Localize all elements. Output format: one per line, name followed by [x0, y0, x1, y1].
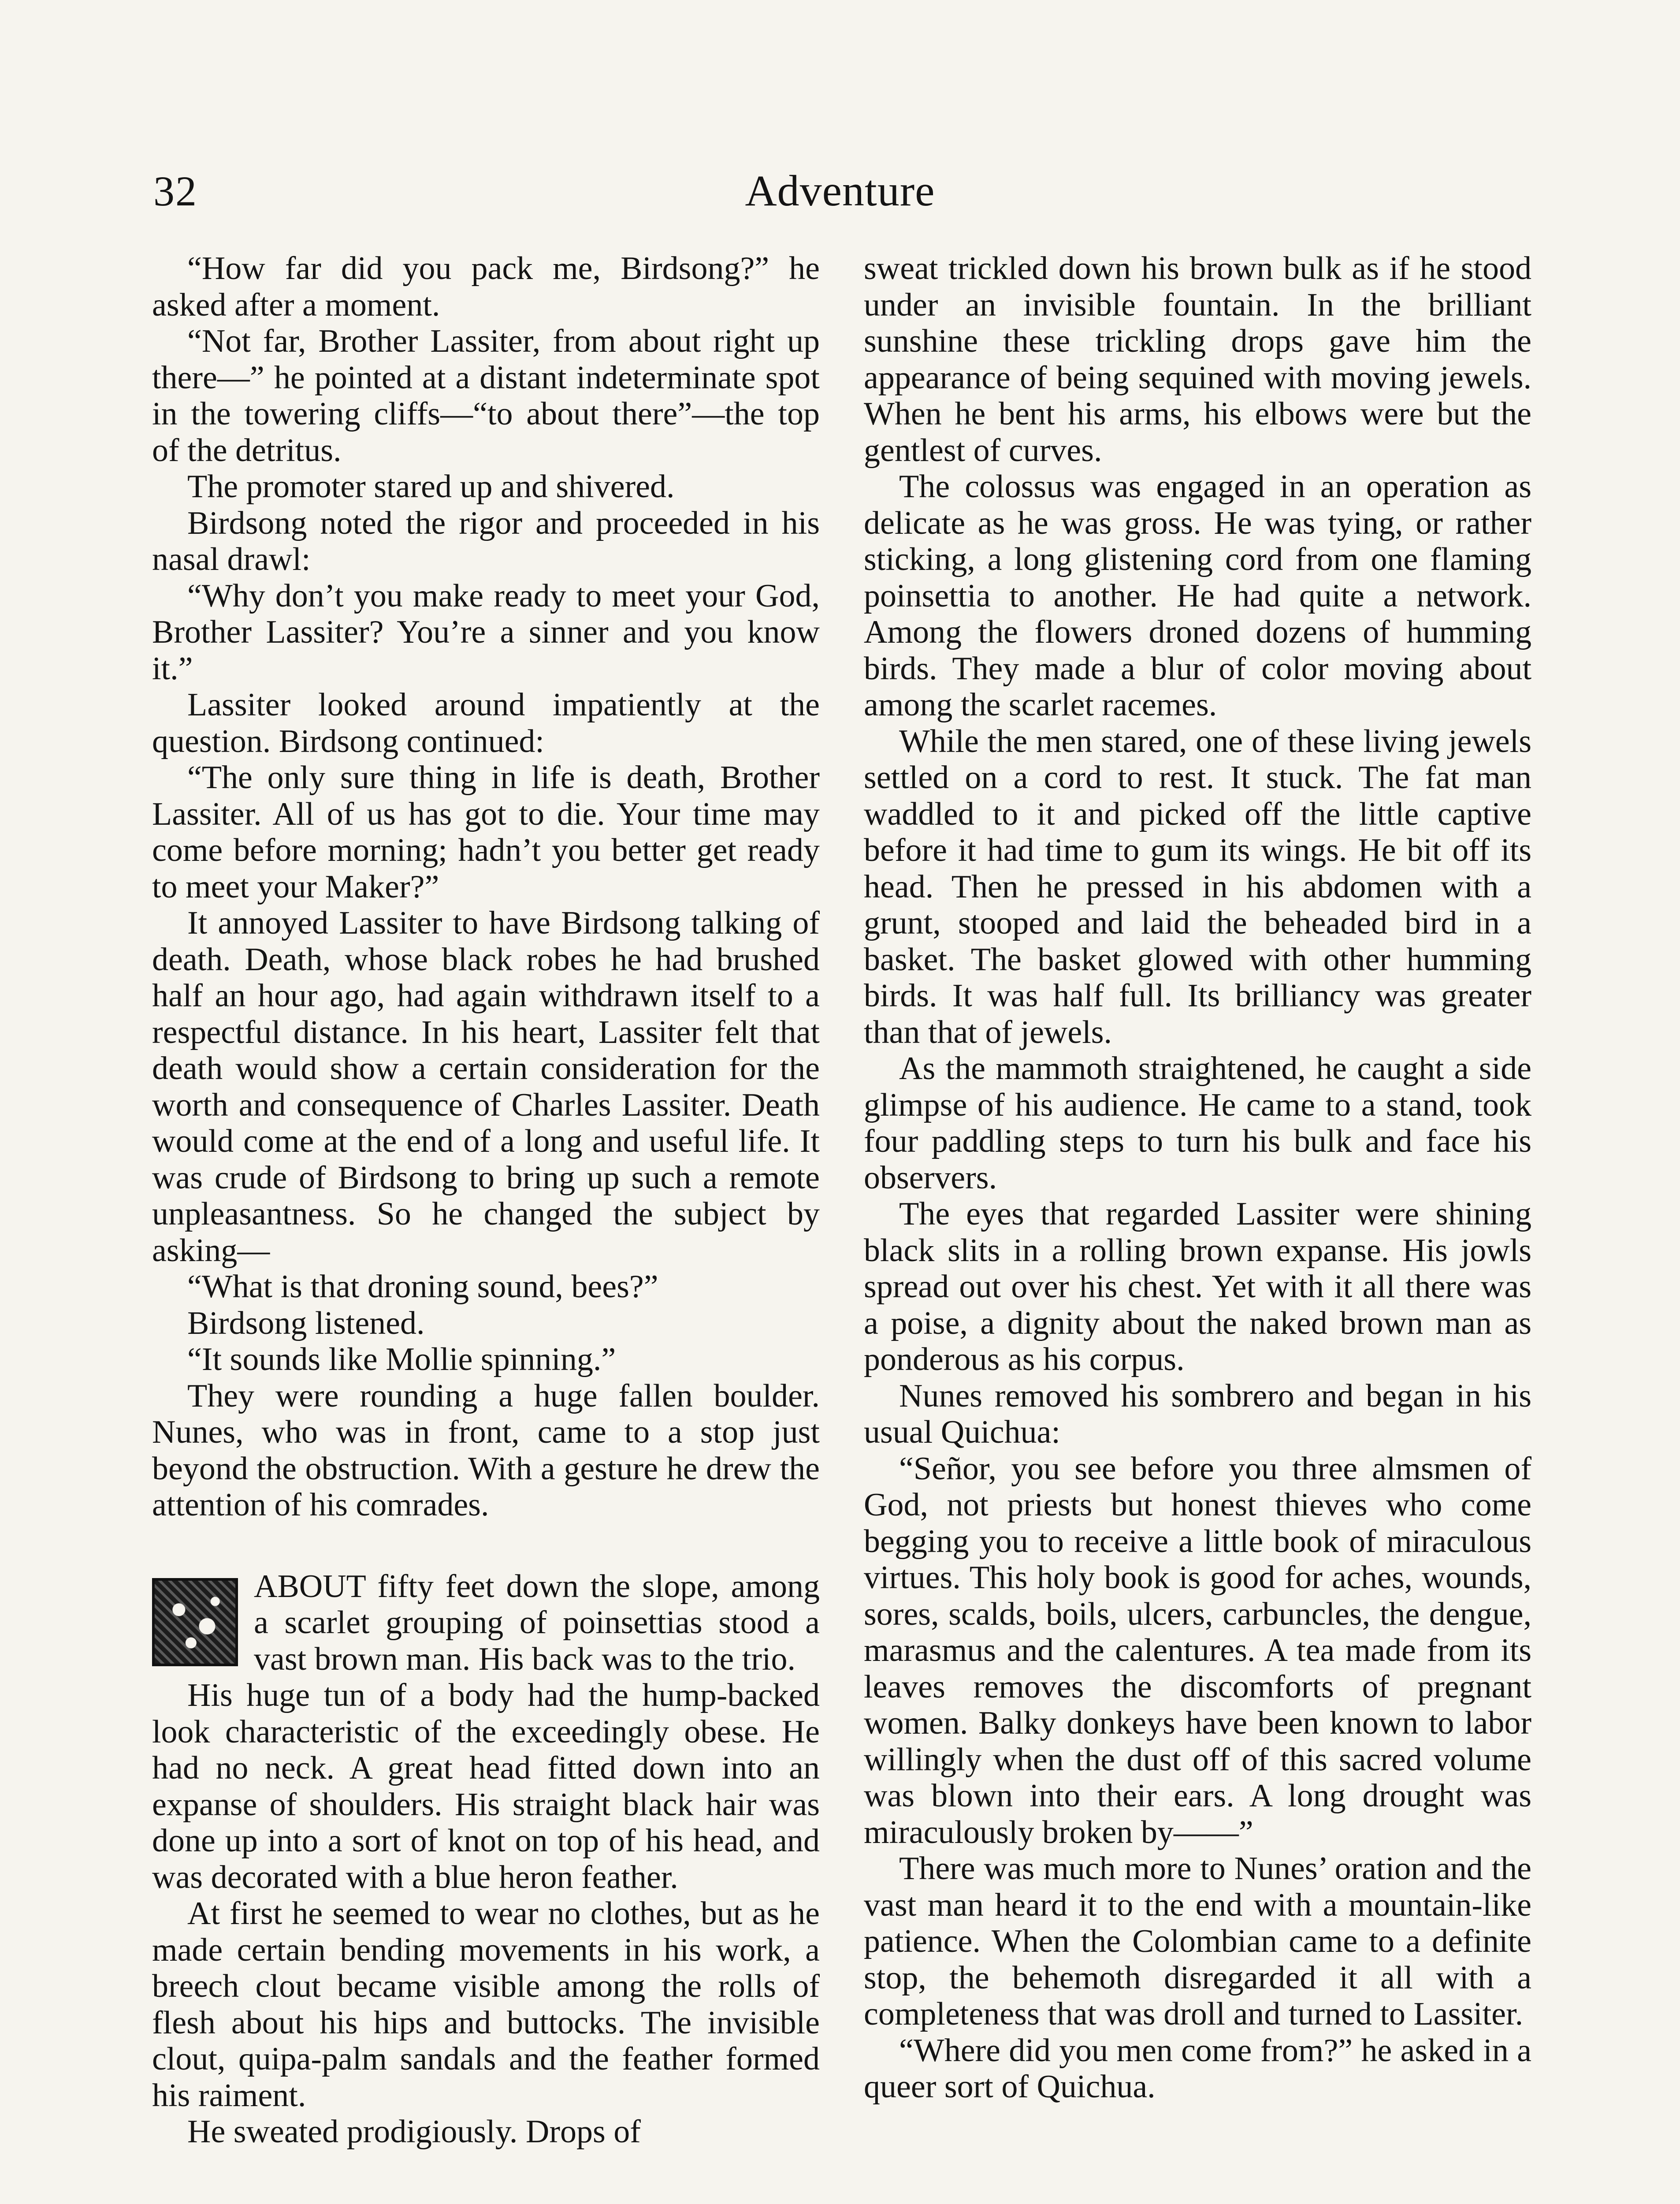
paragraph: He sweated prodigiously. Drops of [187, 2114, 641, 2150]
left-column [152, 250, 820, 2150]
paragraph: It annoyed Lassiter to have Birdsong talking of death. Death, whose black robes he had brushed half an hour ago, had again withdrawn itself to a respectful distance. In his heart, Lassiter felt that death would show a certain consideration for the worth and consequence of Charles Lassiter. Death would come at the end of a long and useful life. It was crude of Birdsong to bring up such a remote unpleasantness. So he changed the subject by asking— [152, 905, 820, 1269]
page-number: 32 [153, 168, 197, 215]
paragraph: The colossus was engaged in an operation as delicate as he was gross. He was tying, or rather sticking, a long glistening cord from one flaming poinsettia to another. He had quite a network. Among the flowers droned dozens of humming birds. They made a blur of color moving about among the scarlet racemes. [864, 469, 1531, 723]
paragraph: His huge tun of a body had the hump-backed look characteristic of the exceedingly obese. He had no neck. A great head fitted down into an expanse of shoulders. His straight black hair was done up into a sort of knot on top of his head, and was decorated with a blue heron feather. [152, 1677, 820, 1895]
paragraph: As the mammoth straightened, he caught a side glimpse of his audience. He came to a stand, took four paddling steps to turn his bulk and face his observers. [864, 1050, 1531, 1196]
paragraph: Birdsong noted the rigor and proceeded in his nasal drawl: [152, 505, 820, 577]
paragraph: Nunes removed his sombrero and began in his usual Quichua: [864, 1378, 1531, 1450]
section-break [152, 1523, 820, 1568]
section-opening-paragraph [152, 1568, 820, 1678]
paragraph: “Señor, you see before you three almsmen of God, not priests but honest thieves who come begging you to receive a little book of miraculous virtues. This holy book is good for aches, wounds, sores, scalds, boils, ulcers, carbuncles, the dengue, marasmus and the calentures. A tea made from its leaves removes the discomforts of pregnant women. Balky donkeys have been known to labor willingly when the dust off of this sacred volume was blown into their ears. A long drought was miraculously broken by——” [864, 1450, 1531, 1850]
paragraph: “Not far, Brother Lassiter, from about right up there—” he pointed at a distant indeterminate spot in the towering cliffs—“to about there”—the top of the detritus. [152, 323, 820, 469]
paragraph: The promoter stared up and shivered. [187, 469, 675, 505]
paragraph: They were rounding a huge fallen boulder. Nunes, who was in front, came to a stop just beyond the obstruction. With a gesture he drew the attention of his comrades. [152, 1378, 820, 1523]
paragraph: While the men stared, one of these living jewels settled on a cord to rest. It stuck. The fat man waddled to it and picked off the little captive before it had time to gum its wings. He bit off its head. Then he pressed in his abdomen with a grunt, stooped and laid the beheaded bird in a basket. The basket glowed with other humming birds. It was half full. Its brilliancy was greater than that of jewels. [864, 723, 1531, 1050]
paragraph: At first he seemed to wear no clothes, but as he made certain bending movements in his work, a breech clout became visible among the rolls of flesh about his hips and buttocks. The invisible clout, quipa-palm sandals and the feather formed his raiment. [152, 1895, 820, 2114]
paragraph: “Where did you men come from?” he asked in a queer sort of Quichua. [864, 2032, 1531, 2105]
paragraph: “Why don’t you make ready to meet your God, Brother Lassiter? You’re a sinner and you know it.” [152, 577, 820, 687]
paragraph: There was much more to Nunes’ oration and the vast man heard it to the end with a mountain-like patience. When the Colombian came to a definite stop, the behemoth disregarded it all with a completeness that was droll and turned to Lassiter. [864, 1850, 1531, 2032]
section-opening-text: ABOUT fifty feet down the slope, among a scarlet grouping of poinsettias stood a vast brown man. His back was to the trio. [254, 1568, 820, 1677]
ornamental-initial-icon [152, 1578, 238, 1666]
right-column [864, 250, 1531, 2105]
running-head: Adventure [745, 166, 935, 215]
paragraph: Lassiter looked around impatiently at the question. Birdsong continued: [152, 687, 820, 759]
paragraph: “How far did you pack me, Birdsong?” he asked after a moment. [152, 250, 820, 323]
paragraph: “The only sure thing in life is death, Brother Lassiter. All of us has got to die. Your time may come before morning; hadn’t you better get ready to meet your Maker?” [152, 759, 820, 905]
paragraph: The eyes that regarded Lassiter were shining black slits in a rolling brown expanse. His jowls spread out over his chest. Yet with it all there was a poise, a dignity about the naked brown man as ponderous as his corpus. [864, 1196, 1531, 1378]
paragraph: “It sounds like Mollie spinning.” [187, 1341, 616, 1378]
paragraph: “What is that droning sound, bees?” [187, 1269, 658, 1305]
paragraph: Birdsong listened. [187, 1305, 425, 1341]
continued-paragraph: sweat trickled down his brown bulk as if he stood under an invisible fountain. In the brilliant sunshine these trickling drops gave him the appearance of being sequined with moving jewels. When he bent his arms, his elbows were but the gentlest of curves. [864, 250, 1531, 469]
